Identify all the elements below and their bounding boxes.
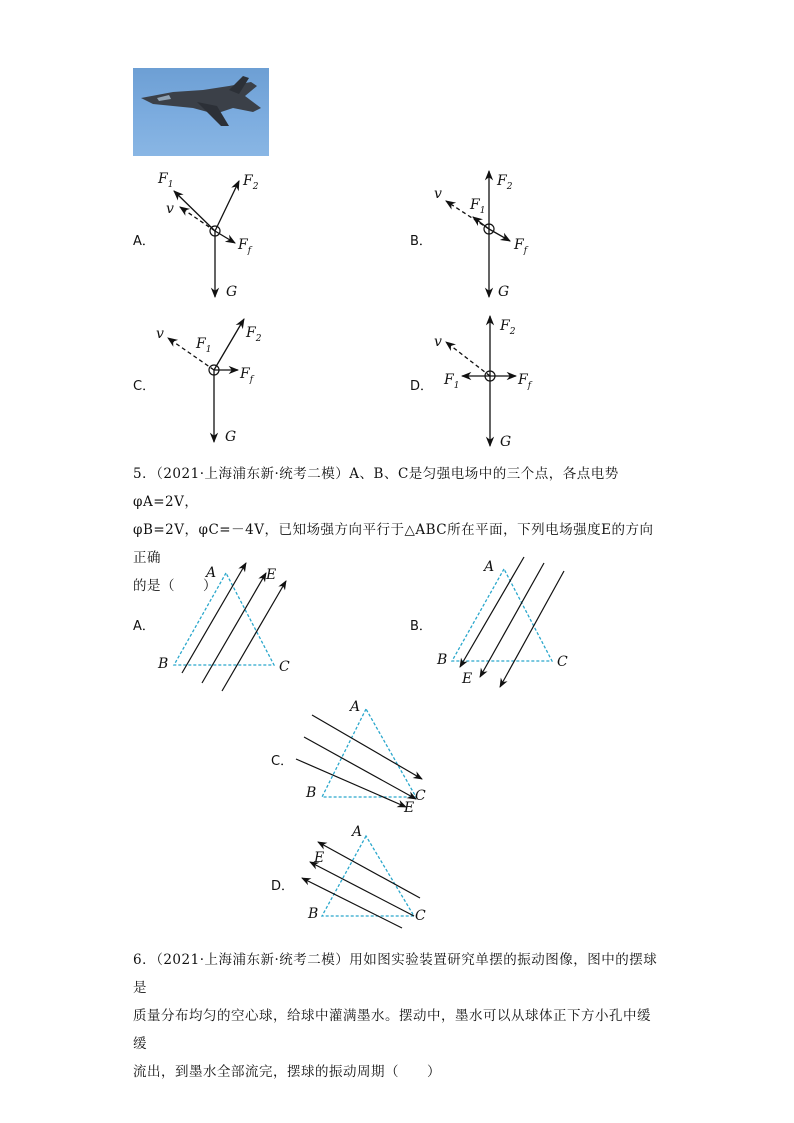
point-a: A: [352, 824, 363, 840]
point-c: C: [279, 659, 290, 675]
field-line: [500, 571, 564, 687]
f1-label: $F_1$: [444, 372, 460, 391]
point-c: C: [415, 788, 426, 804]
field-diagram-d: [290, 820, 450, 930]
point-a: A: [484, 559, 495, 575]
ff-label: $F_f$: [238, 237, 252, 256]
q5-option-d-label: D．: [271, 879, 295, 894]
q6-line1: 用如图实验装置研究单摆的振动图像，图中的摆球是: [133, 952, 658, 996]
force-diagram-b: [430, 165, 550, 305]
question-6: [133, 946, 663, 1086]
field-e: E: [462, 671, 473, 687]
field-e: E: [266, 567, 277, 583]
v-arrow: [180, 207, 215, 231]
q6-source: （2021·上海浦东新·统考二模）: [156, 952, 350, 968]
point-a: A: [206, 565, 217, 581]
q6-line3: 流出，到墨水全部流完，摆球的振动周期（ ）: [133, 1064, 441, 1080]
force-diagram-c: [150, 310, 270, 450]
f2-label: $F_2$: [500, 318, 516, 337]
q5-line2: φB=2V，φC=－4V，已知场强方向平行于△ABC所在平面，下列电场强度E的方向正确: [133, 522, 654, 566]
point-b: B: [308, 906, 319, 922]
q5-line3: 的是（ ）: [133, 578, 217, 594]
point-b: B: [437, 652, 448, 668]
option-d-label: D．: [410, 379, 434, 394]
field-line: [480, 563, 544, 677]
f2-arrow: [215, 181, 239, 231]
triangle-abc: [174, 573, 274, 665]
force-diagram-d: [430, 310, 550, 450]
point-b: B: [306, 785, 317, 801]
point-c: C: [557, 654, 568, 670]
f2-label: $F_2$: [497, 173, 513, 192]
f1-arrow: [174, 191, 215, 231]
field-diagram-b: [430, 553, 580, 693]
g-label: G: [226, 284, 238, 300]
option-a-label: A．: [133, 234, 155, 249]
field-line: [222, 581, 286, 691]
point-b: B: [158, 656, 169, 672]
fighter-jet-photo: [133, 68, 269, 156]
f2-arrow: [214, 319, 244, 370]
f1-label: $F_1$: [158, 171, 174, 190]
v-label: v: [434, 186, 442, 202]
f2-label: $F_2$: [246, 325, 262, 344]
ff-label: $F_f$: [518, 372, 532, 391]
f1-label: $F_1$: [470, 197, 486, 216]
option-b-label: B．: [410, 234, 432, 249]
ff-label: $F_f$: [514, 237, 528, 256]
jet-silhouette: [133, 68, 269, 156]
option-c-label: C．: [133, 379, 156, 394]
point-c: C: [415, 908, 426, 924]
field-e: E: [314, 850, 325, 866]
field-diagram-a: [150, 555, 310, 695]
q5-line1: A、B、C是匀强电场中的三个点，各点电势 φA=2V，: [133, 466, 619, 510]
force-diagram-a: [150, 165, 270, 305]
field-e: E: [404, 800, 415, 816]
ff-label: $F_f$: [240, 366, 254, 385]
triangle-abc: [322, 709, 416, 797]
q5-option-b-label: B．: [410, 619, 432, 634]
f2-label: $F_2$: [243, 173, 259, 192]
q5-number: 5．: [133, 466, 157, 482]
field-line: [312, 715, 422, 779]
field-diagram-c: [290, 695, 450, 820]
point-a: A: [350, 699, 361, 715]
triangle-abc: [452, 569, 552, 661]
field-line: [318, 842, 420, 898]
ff-arrow: [215, 231, 235, 243]
g-label: G: [498, 284, 510, 300]
ff-arrow: [489, 229, 510, 241]
g-label: G: [500, 434, 512, 450]
q6-line2: 质量分布均匀的空心球，给球中灌满墨水。摆动中，墨水可以从球体正下方小孔中缓缓: [133, 1008, 651, 1052]
q5-source: （2021·上海浦东新·统考二模）: [156, 466, 350, 482]
g-label: G: [225, 429, 237, 445]
v-label: v: [166, 201, 174, 217]
v-label: v: [156, 326, 164, 342]
v-label: v: [434, 334, 442, 350]
q5-option-a-label: A．: [133, 619, 155, 634]
q5-option-c-label: C．: [271, 754, 294, 769]
q6-number: 6．: [133, 952, 157, 968]
v-arrow: [446, 342, 490, 376]
f1-label: $F_1$: [196, 336, 212, 355]
